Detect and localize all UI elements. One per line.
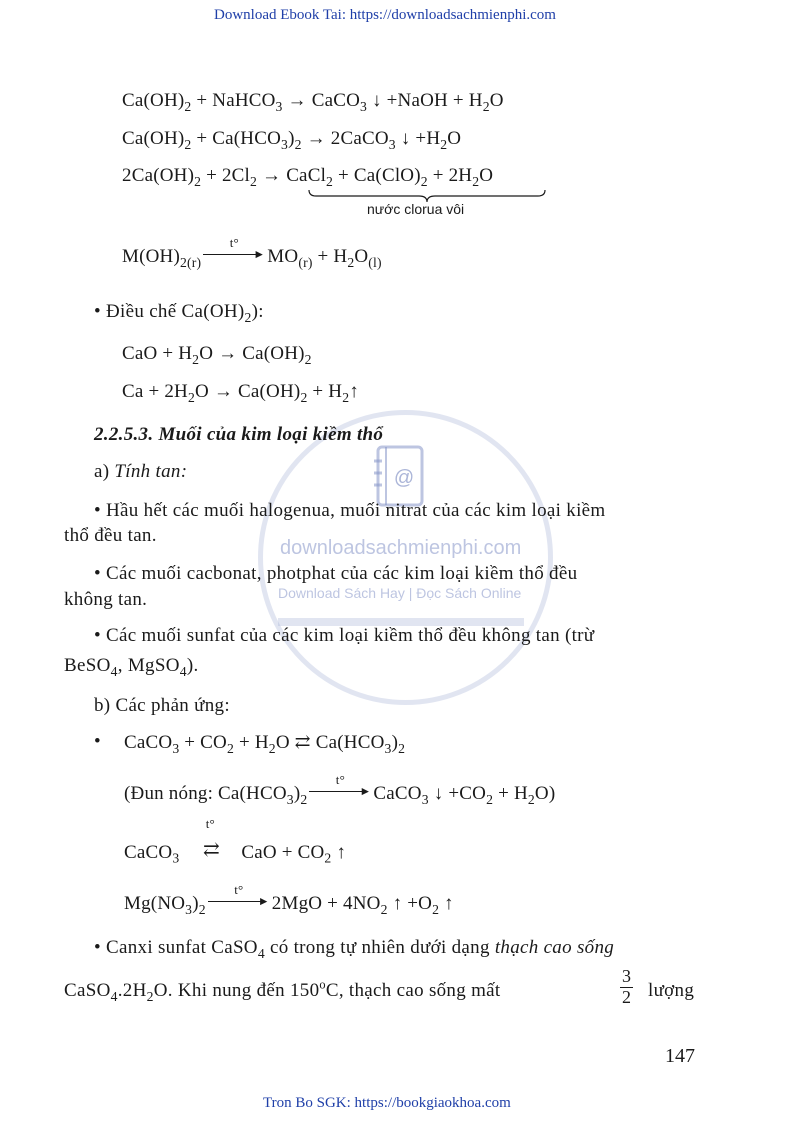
section-title: 2.2.5.3. Muối của kim loại kiềm thổ	[94, 424, 384, 445]
heat-arrow: t° ►	[309, 791, 371, 792]
equation-5: CaO + $H_2O \to Ca(OH)_2$	[122, 343, 312, 367]
equation-2: $Ca(OH)_2 + Ca(HCO_3)_2$ → 2CaCO$_3$ ↓ $+H_2O$	[122, 128, 462, 152]
svg-text:@: @	[393, 467, 415, 489]
paragraph-4-line-2: $CaSO_4.2H_2O$. Khi nung đến 150$^o$C, thạch cao sống mất	[64, 977, 501, 1004]
equation-8: (Đun nóng: $Ca(HCO_3)_2$ t° ► CaCO$_3$ ↓ $+CO_2 + H_2O$)	[124, 772, 556, 807]
equation-4: $M(OH)_{2(r)}$ t° ► $MO_{(r)} + H_2O_{(l)}$	[122, 235, 382, 270]
paragraph-1-line-2: thổ đều tan.	[64, 525, 157, 546]
equation-1: $Ca(OH)_2$ + NaHCO$_3$ → CaCO$_3$ ↓ +NaOH + $H_2O$	[122, 90, 504, 114]
equation-6: $Ca + 2H_2O \to Ca(OH)_2$ + $H_2↑$	[122, 381, 359, 405]
paragraph-3-line-1: • Các muối sunfat của các kim loại kiềm thổ đều không tan (trừ	[94, 625, 595, 646]
paragraph-4-line-1: • Canxi sunfat CaSO$_4$ có trong tự nhiên dưới dạng thạch cao sống	[94, 937, 615, 961]
equation-10: $Mg(NO_3)_2$ t° ► $2MgO + 4NO_2$ ↑ $+O_2$ ↑	[124, 882, 454, 917]
bullet-dieu-che: • Điều chế $Ca(OH)_2$):	[94, 301, 264, 325]
subheading-a: a) Tính tan:	[94, 461, 188, 482]
heat-arrow: t° ►	[208, 901, 270, 902]
bullet-reactions: •	[94, 731, 101, 752]
equation-9: CaCO$_3$ t° ⇄ CaO + $CO_2$ ↑	[124, 816, 347, 866]
fraction-three-halves: $\frac{3}{2}$	[622, 966, 631, 1007]
equation-3-products: CaCl$_2$ + $Ca(ClO)_2 + 2H_2O$	[286, 165, 494, 189]
heat-arrow: t° ►	[203, 254, 265, 255]
page-number: 147	[665, 1045, 695, 1067]
watermark-site: downloadsachmienphi.com	[280, 537, 522, 559]
footer-link[interactable]: Tron Bo SGK: https://bookgiaokhoa.com	[263, 1095, 511, 1111]
paragraph-2-line-1: • Các muối cacbonat, photphat của các kim loại kiềm thổ đều	[94, 563, 578, 584]
watermark-tagline: Download Sách Hay | Đọc Sách Online	[278, 585, 522, 601]
paragraph-4-line-2-end: lượng	[648, 980, 695, 1001]
header-download-link[interactable]: Download Ebook Tai: https://downloadsachmienphi.com	[214, 7, 556, 23]
equation-3: $2Ca(OH)_2 + 2Cl_2$ → CaCl$_2$ + $Ca(ClO)_2 + 2H_2O$	[122, 165, 494, 189]
paragraph-3-line-2: BeSO$_4$, MgSO$_4$).	[64, 655, 199, 679]
equation-7: CaCO$_3$ + $CO_2 + H_2O$ ⇄ $Ca(HCO_3)_2$	[124, 732, 406, 756]
paragraph-2-line-2: không tan.	[64, 589, 148, 610]
underbrace-label: nước clorua vôi	[367, 201, 465, 217]
paragraph-1-line-1: • Hầu hết các muối halogenua, muối nitrat của các kim loại kiềm	[94, 500, 606, 521]
subheading-b: b) Các phản ứng:	[94, 695, 230, 716]
reversible-heat-arrow: t° ⇄	[202, 816, 218, 861]
